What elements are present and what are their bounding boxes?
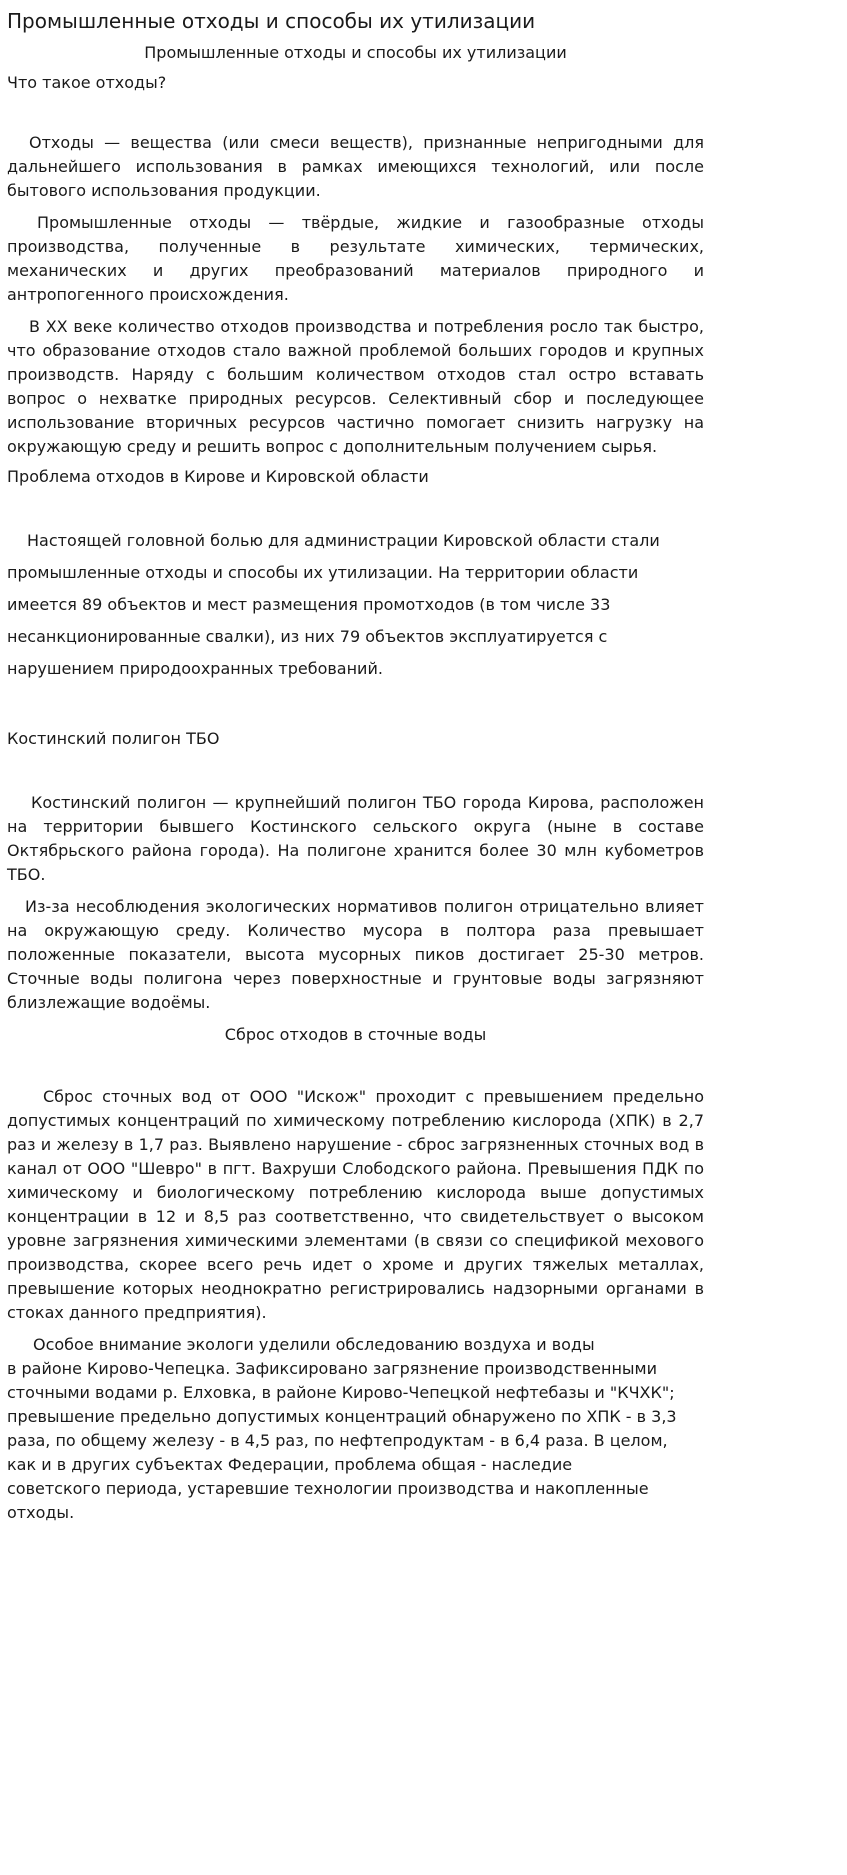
document-page bbox=[0, 7, 715, 1525]
document-subtitle: Промышленные отходы и способы их утилизации bbox=[144, 43, 567, 62]
text-line: отходы. bbox=[7, 1503, 75, 1522]
section-heading: Сброс отходов в сточные воды bbox=[224, 1025, 487, 1044]
section-heading: Костинский полигон ТБО bbox=[7, 729, 220, 748]
section-kirov bbox=[7, 465, 704, 489]
section-kostino bbox=[7, 727, 704, 751]
page-title: Промышленные отходы и способы их утилизации bbox=[7, 9, 536, 33]
text-line: Особое внимание экологи уделили обследованию воздуха и воды bbox=[33, 1335, 595, 1354]
section-heading: Что такое отходы? bbox=[7, 73, 167, 92]
text-line: советского периода, устаревшие технологии производства и накопленные bbox=[7, 1479, 649, 1498]
paragraph-kirov-problem: Настоящей головной болью для администрации Кировской области стали промышленные отходы и способы их утилизации. На территории области имеется 89 объектов и мест размещения промотходов (в том числе 33 несанкционированные свалки), из них 79 объектов эксплуатируется с нарушением природоохранных требований. bbox=[7, 531, 660, 678]
text-line: превышение предельно допустимых концентраций обнаружено по ХПК - в 3,3 bbox=[7, 1407, 677, 1426]
section-heading: Проблема отходов в Кирове и Кировской области bbox=[7, 467, 429, 486]
text-line: раза, по общему железу - в 4,5 раз, по нефтепродуктам - в 6,4 раза. В целом, bbox=[7, 1431, 668, 1450]
section-wastewater bbox=[7, 1023, 704, 1047]
paragraph-kostino-impact: Из-за несоблюдения экологических нормативов полигон отрицательно влияет на окружающую среду. Количество мусора в полтора раза превышает положенные показатели, высота мусорных пиков достигает 25-30 метров. Сточные воды полигона через поверхностные и грунтовые воды загрязняют близлежащие водоёмы. bbox=[7, 897, 704, 1012]
paragraph-xx-century: В XX веке количество отходов производства и потребления росло так быстро, что образование отходов стало важной проблемой больших городов и крупных производств. Наряду с большим количеством отходов стал остро вставать вопрос о нехватке природных ресурсов. Селективный сбор и последующее использование вторичных ресурсов частично помогает снизить нагрузку на окружающую среду и решить вопрос с дополнительным получением сырья. bbox=[7, 317, 704, 456]
text-line: в районе Кирово-Чепецка. Зафиксировано загрязнение производственными bbox=[7, 1359, 658, 1378]
paragraph-iskozh-discharge: Сброс сточных вод от ООО "Искож" проходит с превышением предельно допустимых концентраций по химическому потреблению кислорода (ХПК) в 2,7 раз и железу в 1,7 раз. Выявлено нарушение - сброс загрязненных сточных вод в канал от ООО "Шевро" в пгт. Вахруши Слободского района. Превышения ПДК по химическому и биологическому потреблению кислорода выше допустимых концентрации в 12 и 8,5 раз соответственно, что свидетельствует о высоком уровне загрязнения химическими элементами (в связи со спецификой мехового производства, скорее всего речь идет о хроме и других тяжелых металлах, превышение которых неоднократно регистрировались надзорными органами в стоках данного предприятия). bbox=[7, 1087, 704, 1322]
paragraph-definition-industrial-waste: Промышленные отходы — твёрдые, жидкие и газообразные отходы производства, полученные в результате химических, термических, механических и других преобразований материалов природного и антропогенного происхождения. bbox=[7, 213, 704, 304]
text-line: как и в других субъектах Федерации, проблема общая - наследие bbox=[7, 1455, 573, 1474]
paragraph-kostino-description: Костинский полигон — крупнейший полигон ТБО города Кирова, расположен на территории бывшего Костинского сельского округа (ныне в составе Октябрьского района города). На полигоне хранится более 30 млн кубометров ТБО. bbox=[7, 793, 704, 884]
paragraph-kirovo-chepetsk bbox=[7, 1333, 704, 1525]
section-what-is-waste bbox=[7, 71, 704, 95]
paragraph-definition-waste: Отходы — вещества (или смеси веществ), признанные непригодными для дальнейшего использования в рамках имеющихся технологий, или после бытового использования продукции. bbox=[7, 133, 704, 200]
text-line: сточными водами р. Елховка, в районе Кирово-Чепецкой нефтебазы и "КЧХК"; bbox=[7, 1383, 675, 1402]
